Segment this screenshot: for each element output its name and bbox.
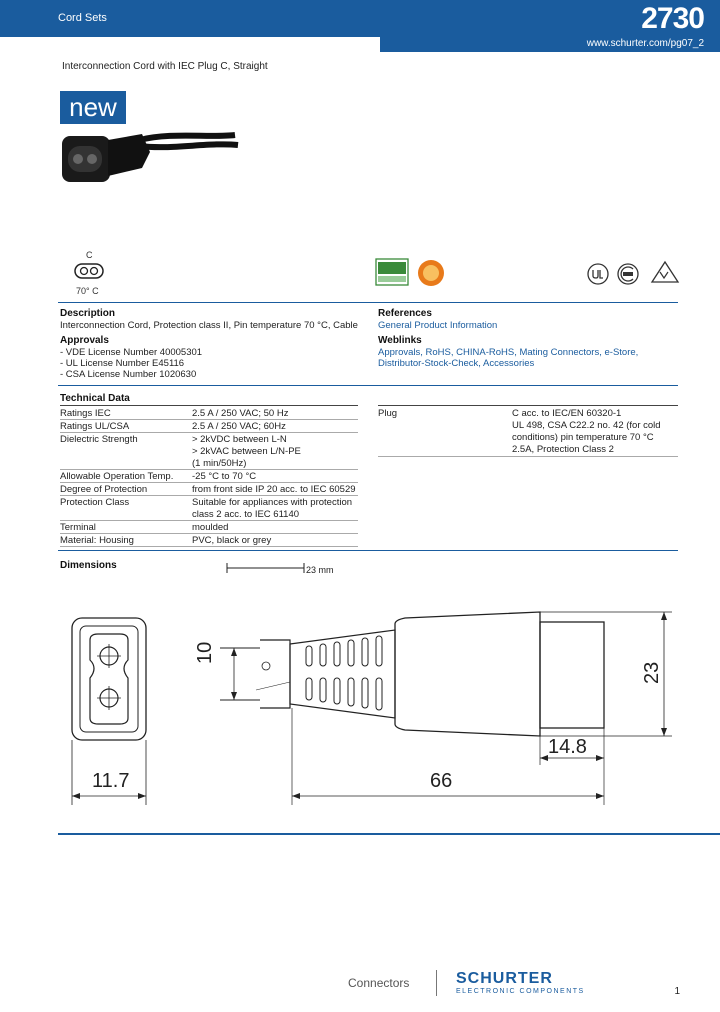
description-text: Interconnection Cord, Protection class II, Pin temperature 70 °C, Cable (60, 320, 358, 331)
vde-icon (650, 260, 680, 284)
dim-11-7-label: 11.7 (92, 770, 130, 792)
tech-key: Degree of Protection (60, 484, 148, 495)
divider (58, 833, 720, 835)
tech-value: Suitable for appliances with protection (192, 497, 353, 508)
brand-name: SCHURTER (456, 970, 553, 987)
plug-photo (60, 120, 240, 188)
tech-value: > 2kVAC between L/N-PE (192, 446, 301, 457)
tech-key: Ratings UL/CSA (60, 421, 130, 432)
tech-row (60, 484, 358, 496)
divider (378, 456, 678, 457)
tech-row (60, 458, 358, 470)
approval-item: - CSA License Number 1020630 (60, 369, 197, 380)
technical-heading: Technical Data (60, 393, 130, 404)
dim-14-8-label: 14.8 (548, 736, 587, 758)
footer-category: Connectors (348, 976, 410, 990)
tech-value: 2.5 A / 250 VAC; 60Hz (192, 421, 286, 432)
dim-10-label: 10 (194, 641, 216, 664)
tech-row (60, 446, 358, 458)
tech-key: Ratings IEC (60, 408, 111, 419)
tech-value: (1 min/50Hz) (192, 458, 247, 469)
dim-66-label: 66 (430, 770, 453, 792)
tech-key: Protection Class (60, 497, 130, 508)
weblinks-heading: Weblinks (378, 335, 422, 346)
approval-item: - UL License Number E45116 (60, 358, 185, 369)
weblinks-line-2[interactable]: Distributor-Stock-Check, Accessories (378, 358, 535, 369)
divider (58, 302, 678, 303)
website-link[interactable]: www.schurter.com/pg07_2 (586, 38, 704, 49)
tech-key: Terminal (60, 522, 96, 533)
part-number: 2730 (641, 2, 704, 35)
plug-line: 2.5A, Protection Class 2 (512, 444, 614, 455)
tech-row (60, 509, 358, 521)
tech-row (60, 408, 358, 420)
approvals-heading: Approvals (60, 335, 109, 346)
plug-letter: C (86, 250, 93, 260)
divider (60, 405, 358, 406)
tech-value: from front side IP 20 acc. to IEC 60529 (192, 484, 356, 495)
tech-row (60, 421, 358, 433)
divider (378, 405, 678, 406)
general-info-link[interactable]: General Product Information (378, 320, 498, 331)
footer-divider (436, 970, 437, 996)
section-title: Cord Sets (58, 12, 107, 24)
description-heading: Description (60, 308, 116, 319)
plug-line: UL 498, CSA C22.2 no. 42 (for cold (512, 420, 661, 431)
weblinks-line-1[interactable]: Approvals, RoHS, CHINA-RoHS, Mating Connectors, e-Store, (378, 347, 639, 358)
tech-row (60, 535, 358, 547)
tech-value: class 2 acc. to IEC 61140 (192, 509, 300, 520)
tech-row (60, 522, 358, 534)
plug-key: Plug (378, 408, 398, 419)
schurter-logo (456, 970, 585, 995)
tech-value: 2.5 A / 250 VAC; 50 Hz (192, 408, 289, 419)
plug-line: conditions) pin temperature 70 °C (512, 432, 654, 443)
divider (58, 550, 678, 551)
approval-item: - VDE License Number 40005301 (60, 347, 203, 358)
dim-23-label: 23 (641, 661, 663, 684)
tech-key: Material: Housing (60, 535, 134, 546)
new-badge: new (60, 91, 126, 124)
ul-icon (586, 262, 610, 286)
brand-subtitle: ELECTRONIC COMPONENTS (456, 988, 585, 995)
china-rohs-50-icon (416, 258, 446, 288)
tech-value: > 2kVDC between L-N (192, 434, 287, 445)
rohs-icon (375, 258, 409, 286)
tech-value: PVC, black or grey (192, 535, 272, 546)
scale-label: 23 mm (306, 565, 334, 575)
divider (58, 385, 678, 386)
references-heading: References (378, 308, 432, 319)
url-bar (380, 37, 720, 52)
product-title: Interconnection Cord with IEC Plug C, Straight (62, 61, 268, 72)
page-number: 1 (674, 986, 680, 997)
tech-row (60, 471, 358, 483)
tech-value: moulded (192, 522, 229, 533)
tech-key: Dielectric Strength (60, 434, 138, 445)
dimensions-heading: Dimensions (60, 560, 117, 571)
scale-bar (226, 563, 306, 575)
dimension-drawing (60, 600, 680, 810)
header-bar (0, 0, 720, 37)
csa-icon (614, 262, 644, 286)
plug-line: C acc. to IEC/EN 60320-1 (512, 408, 622, 419)
temperature-label: 70° C (76, 286, 99, 296)
tech-row (60, 497, 358, 509)
tech-value: -25 °C to 70 °C (192, 471, 257, 482)
plug-c-icon (74, 263, 104, 279)
tech-row (60, 434, 358, 446)
tech-key: Allowable Operation Temp. (60, 471, 174, 482)
